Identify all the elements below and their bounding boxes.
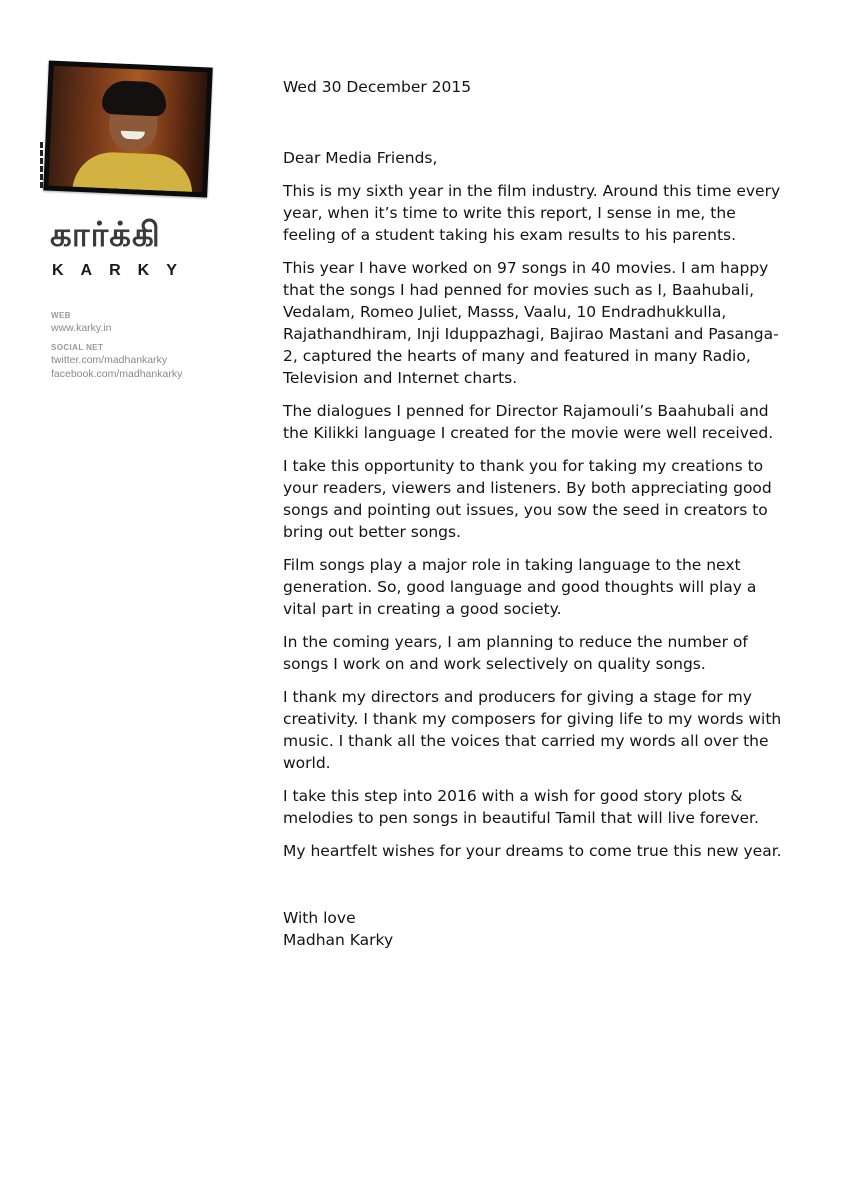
social-label: SOCIAL NET — [51, 343, 104, 352]
paragraph: I thank my directors and producers for giving a stage for my creativity. I thank my composers for giving life to my words with music. I thank all the voices that carried my words all over the world. — [283, 688, 782, 772]
logo-tamil: கார்க்கி — [50, 215, 161, 255]
paragraph: I take this opportunity to thank you for taking my creations to your readers, viewers and listeners. By both appreciating good songs and pointing out issues, you sow the seed in creators to bring out better songs. — [283, 457, 772, 541]
paragraph: I take this step into 2016 with a wish for good story plots & melodies to pen songs in beautiful Tamil that will live forever. — [283, 787, 759, 827]
facebook-link[interactable]: facebook.com/madhankarky — [51, 368, 183, 380]
paragraph: This is my sixth year in the film industry. Around this time every year, when it’s time to write this report, I sense in me, the feeling of a student taking his exam results to his parents. — [283, 182, 781, 244]
logo-latin: KARKY — [52, 262, 194, 279]
paragraph: My heartfelt wishes for your dreams to come true this new year. — [283, 842, 782, 860]
letter-body — [283, 76, 783, 951]
paragraph: This year I have worked on 97 songs in 40 movies. I am happy that the songs I had penned for movies such as I, Baahubali, Vedalam, Romeo Juliet, Masss, Vaalu, 10 Endradhukkulla, Rajathandhiram, Inji Iduppazhagi, Bajirao Mastani and Pasanga-2, captured the hearts of many and featured in many Radio, Television and Internet charts. — [283, 259, 779, 387]
closing-line: With love — [283, 909, 356, 927]
letter-date: Wed 30 December 2015 — [283, 78, 472, 96]
paragraph: Film songs play a major role in taking language to the next generation. So, good language and good thoughts will play a vital part in creating a good society. — [283, 556, 757, 618]
twitter-link[interactable]: twitter.com/madhankarky — [51, 354, 168, 366]
paragraph: In the coming years, I am planning to reduce the number of songs I work on and work selectively on quality songs. — [283, 633, 748, 673]
salutation: Dear Media Friends, — [283, 149, 438, 167]
paragraph: The dialogues I penned for Director Rajamouli’s Baahubali and the Kilikki language I created for the movie were well received. — [283, 402, 774, 442]
author-photo — [43, 60, 213, 197]
web-link[interactable]: www.karky.in — [51, 322, 112, 334]
photo-edge-decoration — [40, 142, 48, 188]
portrait-image — [48, 66, 207, 193]
web-label: WEB — [51, 311, 71, 320]
signature: Madhan Karky — [283, 931, 394, 949]
contact-info — [51, 311, 221, 381]
